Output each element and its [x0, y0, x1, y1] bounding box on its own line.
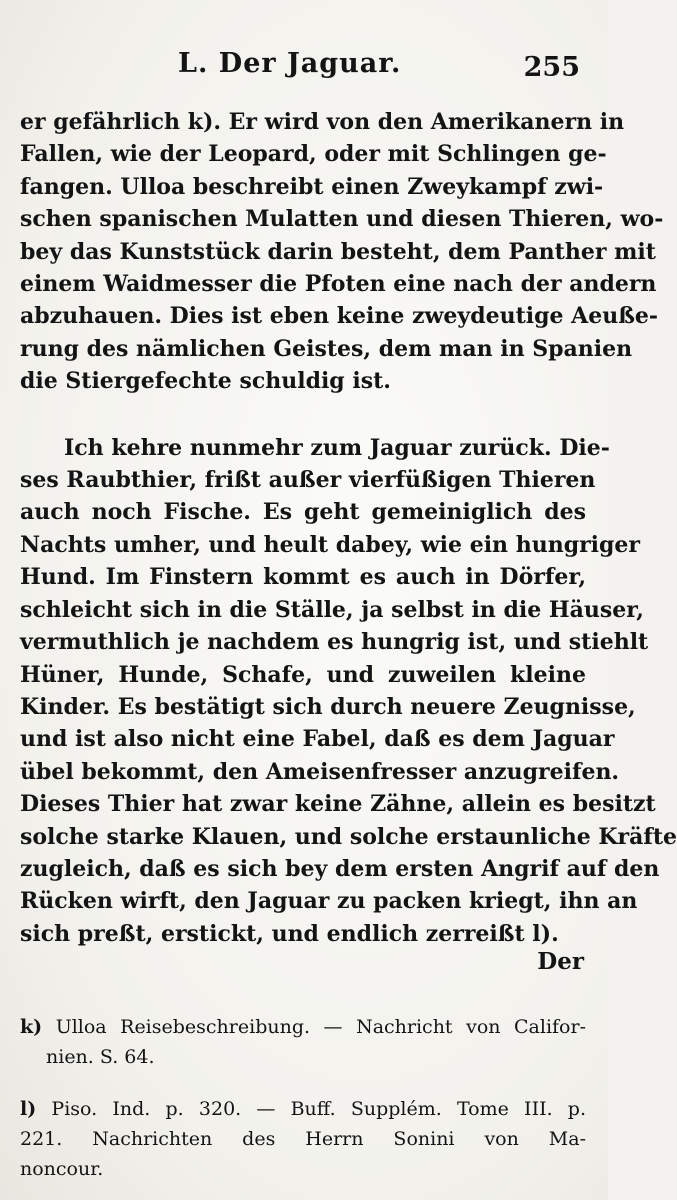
footnote-line: [20, 1012, 586, 1042]
footnote-text: Ulloa Reisebeschreibung. — Nachricht von Califor-: [55, 1016, 587, 1038]
text-line: Ich kehre nunmehr zum Jaguar zurück. Die-: [64, 434, 610, 461]
text-line: Fallen, wie der Leopard, oder mit Schlingen ge-: [20, 141, 607, 168]
text-line: einem Waidmesser die Pfoten eine nach der andern: [20, 271, 657, 298]
text-line: rung des nämlichen Geistes, dem man in Spanien: [20, 335, 633, 362]
text-line: schen spanischen Mulatten und diesen Thieren, wo-: [20, 206, 664, 233]
text-line: die Stiergefechte schuldig ist.: [20, 368, 391, 395]
text-line: abzuhauen. Dies ist eben keine zweydeutige Aeuße-: [20, 303, 659, 330]
text-line: auch noch Fische. Es geht gemeiniglich des: [20, 499, 586, 526]
footnote-line: nien. S. 64.: [46, 1046, 155, 1068]
paragraph-gap: [20, 398, 586, 432]
text-line: solche starke Klauen, und solche erstaunliche Kräfte: [20, 823, 677, 850]
footnote-k: [20, 1012, 586, 1072]
text-line: ses Raubthier, frißt außer vierfüßigen Thieren: [20, 467, 596, 494]
running-header: [0, 44, 608, 84]
text-line: fangen. Ulloa beschreibt einen Zweykampf zwi-: [20, 173, 604, 200]
footnote-gap: [20, 1072, 586, 1094]
footnote-marker: k): [20, 1016, 43, 1038]
text-line: schleicht sich in die Ställe, ja selbst in die Häuser,: [20, 596, 644, 623]
footnotes: [20, 1012, 586, 1184]
text-line: Nachts umher, und heult dabey, wie ein hungriger: [20, 531, 640, 558]
footnote-line: [20, 1094, 586, 1124]
catchword: Der: [537, 948, 584, 975]
page-number: 255: [523, 52, 580, 83]
footnote-l: [20, 1094, 586, 1184]
chapter-title: L. Der Jaguar.: [178, 48, 402, 79]
footnote-text: Piso. Ind. p. 320. — Buff. Supplém. Tome III. p.: [51, 1098, 587, 1120]
footnote-line: noncour.: [20, 1158, 104, 1180]
body-text: [20, 106, 677, 950]
text-line: sich preßt, erstickt, und endlich zerreißt l).: [20, 920, 559, 947]
footnote-marker: l): [20, 1098, 37, 1120]
text-line: bey das Kunststück darin besteht, dem Panther mit: [20, 238, 656, 265]
text-line: Kinder. Es bestätigt sich durch neuere Zeugnisse,: [20, 693, 636, 720]
text-line: Rücken wirft, den Jaguar zu packen kriegt, ihn an: [20, 888, 638, 915]
text-line: übel bekommt, den Ameisenfresser anzugreifen.: [20, 758, 620, 785]
text-line: Hund. Im Finstern kommt es auch in Dörfer,: [20, 564, 586, 591]
text-line: vermuthlich je nachdem es hungrig ist, und stiehlt: [20, 629, 649, 656]
footnote-line: 221. Nachrichten des Herrn Sonini von Ma-: [20, 1128, 586, 1150]
text-line: er gefährlich k). Er wird von den Amerikanern in: [20, 109, 625, 135]
text-line: und ist also nicht eine Fabel, daß es dem Jaguar: [20, 726, 615, 753]
paragraph-1: [20, 106, 664, 398]
paragraph-2: [20, 432, 677, 951]
text-line: Dieses Thier hat zwar keine Zähne, allein es besitzt: [20, 791, 656, 818]
text-line: zugleich, daß es sich bey dem ersten Angrif auf den: [20, 855, 660, 882]
text-line: Hüner, Hunde, Schafe, und zuweilen kleine: [20, 661, 586, 688]
